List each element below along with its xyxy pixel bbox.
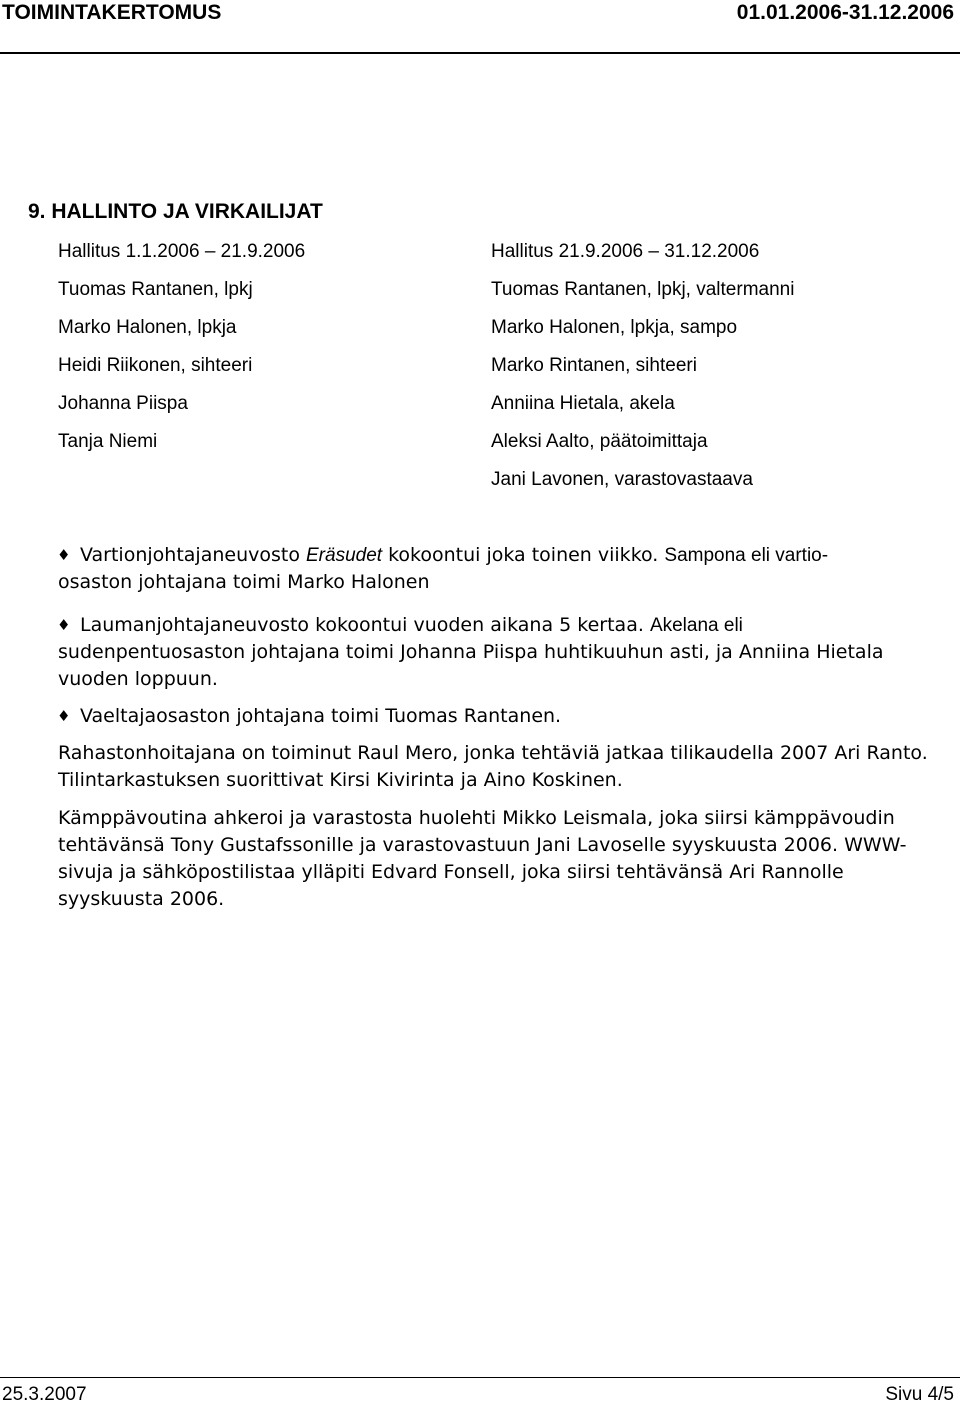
footer-date: 25.3.2007 bbox=[2, 1384, 87, 1405]
document-period: 01.01.2006-31.12.2006 bbox=[736, 1, 954, 24]
hut-paragraph: Kämppävoutina ahkeroi ja varastosta huolehti Mikko Leismala, joka siirsi kämppävoudin tehtävänsä Tony Gustafssonille ja varastovastuun Jani Lavoselle syyskuusta 2006. WWW-sivuja ja sähköpostilistaa ylläpiti Edvard Fonsell, joka siirsi tehtävänsä Ari Rannolle syyskuusta 2006. bbox=[58, 807, 907, 910]
diamond-bullet-icon: ♦ bbox=[57, 616, 71, 634]
board-member: Jani Lavonen, varastovastaava bbox=[491, 469, 753, 490]
board-first-half bbox=[58, 240, 305, 468]
board-heading: Hallitus 21.9.2006 – 31.12.2006 bbox=[491, 241, 760, 262]
board-second-half bbox=[491, 240, 794, 506]
bullet-text-continued: sudenpentuosaston johtajana toimi Johanna Piispa huhtikuuhun asti, ja Anniina Hietala vuoden loppuun. bbox=[58, 641, 884, 690]
board-member: Tuomas Rantanen, lpkj bbox=[58, 279, 253, 300]
board-member: Tuomas Rantanen, lpkj, valtermanni bbox=[491, 279, 795, 300]
section-title: 9. HALLINTO JA VIRKAILIJAT bbox=[28, 200, 323, 223]
board-member: Aleksi Aalto, päätoimittaja bbox=[491, 431, 708, 452]
patrol-name: Eräsudet bbox=[306, 545, 383, 566]
bullet-text-continued: osaston johtajana toimi Marko Halonen bbox=[58, 571, 430, 593]
bullet-text: Sampona eli vartio- bbox=[664, 545, 829, 566]
board-member: Tanja Niemi bbox=[58, 431, 158, 452]
board-member: Anniina Hietala, akela bbox=[491, 393, 675, 414]
board-heading: Hallitus 1.1.2006 – 21.9.2006 bbox=[58, 241, 306, 262]
bullet-text: Laumanjohtajaneuvosto kokoontui vuoden aikana 5 kertaa. bbox=[80, 614, 650, 636]
board-member: Marko Halonen, lpkja, sampo bbox=[491, 317, 738, 338]
footer-divider bbox=[0, 1377, 960, 1378]
bullet-patrol-council bbox=[58, 542, 938, 596]
diamond-bullet-icon: ♦ bbox=[57, 546, 71, 564]
board-member: Heidi Riikonen, sihteeri bbox=[58, 355, 253, 376]
diamond-bullet-icon: ♦ bbox=[57, 707, 71, 725]
footer-page-number: Sivu 4/5 bbox=[885, 1384, 954, 1405]
treasurer-paragraph: Rahastonhoitajana on toiminut Raul Mero, jonka tehtäviä jatkaa tilikaudella 2007 Ari Ranto. Tilintarkastuksen suorittivat Kirsi Kivirinta ja Aino Koskinen. bbox=[58, 742, 928, 791]
bullet-text: Vaeltajaosaston johtajana toimi Tuomas Rantanen. bbox=[80, 705, 562, 727]
bullet-rover-section bbox=[58, 703, 938, 730]
board-member: Johanna Piispa bbox=[58, 393, 188, 414]
bullet-pack-council bbox=[58, 612, 938, 693]
header-divider bbox=[0, 52, 960, 54]
document-title: TOIMINTAKERTOMUS bbox=[2, 1, 222, 24]
board-member: Marko Rintanen, sihteeri bbox=[491, 355, 697, 376]
bullet-text: Akelana eli bbox=[649, 615, 743, 636]
bullet-text: Vartionjohtajaneuvosto bbox=[80, 544, 306, 566]
bullet-text: kokoontui joka toinen viikko. bbox=[382, 544, 665, 566]
board-member: Marko Halonen, lpkja bbox=[58, 317, 237, 338]
page-header bbox=[0, 0, 960, 28]
